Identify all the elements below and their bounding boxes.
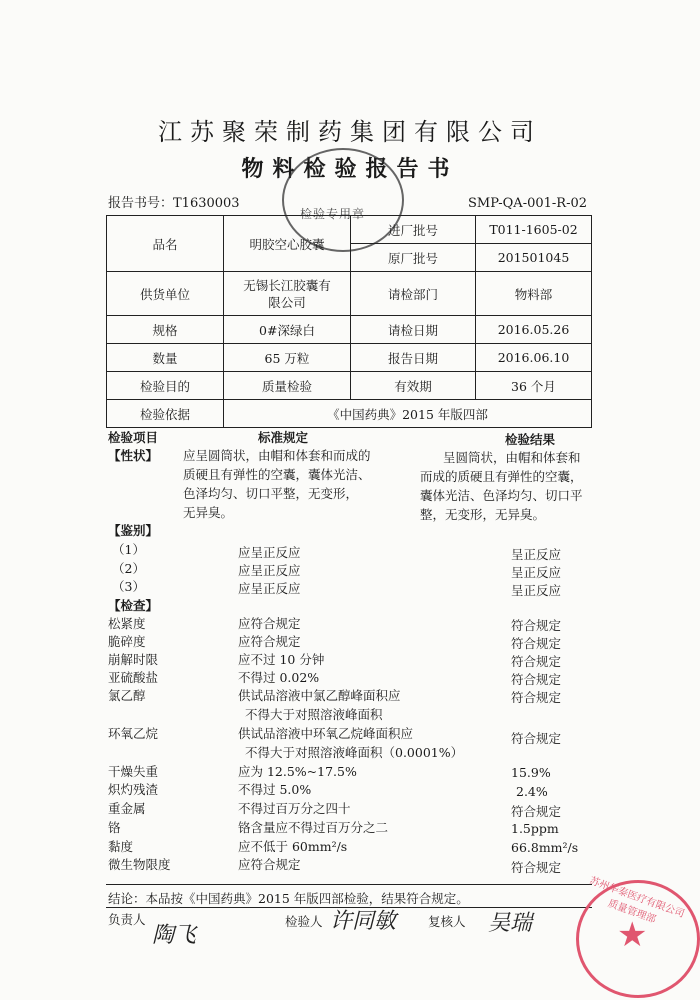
identify-label: 【鉴别】 [108,523,159,538]
check-result: 符合规定 [511,636,562,651]
inspector-signature: 许同敏 [330,909,397,934]
supplier-value [224,272,351,316]
company-name: 江苏聚荣制药集团有限公司 [158,118,542,146]
check-standard: 供试品溶液中环氧乙烷峰面积应 [238,726,414,741]
report-date-value: 2016.06.10 [476,344,592,372]
in-batch-label: 进厂批号 [351,216,476,244]
check-result: 符合规定 [511,672,562,687]
traits-standard-line: 色泽均匀、切口平整，无变形， [183,486,359,501]
form-code: SMP-QA-001-R-02 [468,196,588,211]
conclusion: 结论：本品按《中国药典》2015 年版四部检验，结果符合规定。 [108,891,469,906]
check-result: 15.9% [511,765,551,780]
check-standard: 不得过 5.0% [238,782,312,797]
dept-label: 请检部门 [351,272,476,316]
supplier-label: 供货单位 [107,272,224,316]
check-item: 炽灼残渣 [108,782,159,797]
dept-value: 物料部 [476,272,592,316]
spec-value: 0#深绿白 [224,316,351,344]
traits-standard-line: 无异臭。 [183,505,234,520]
check-standard-cont: 不得大于对照溶液峰面积 [245,707,383,722]
inspector-label: 检验人 [285,914,323,929]
basis-label: 检验依据 [107,400,224,428]
traits-standard-line: 应呈圆筒状，由帽和体套和而成的 [183,448,371,463]
company-seal-text: 苏州华泰医疗有限公司 质量管理部 [588,875,686,926]
check-standard-cont: 不得大于对照溶液峰面积（0.0001%） [245,745,464,760]
check-item: 微生物限度 [108,857,171,872]
name-label: 品名 [107,216,224,272]
conclusion-divider [106,884,592,885]
head-signature: 陶飞 [152,923,197,948]
check-item: 氯乙醇 [108,688,146,703]
check-standard: 铬含量应不得过百万分之二 [238,820,389,835]
req-date-label: 请检日期 [351,316,476,344]
identify-item: （3） [112,579,145,594]
check-item: 环氧乙烷 [108,726,159,741]
spec-label: 规格 [107,316,224,344]
check-item: 重金属 [108,801,146,816]
traits-result-line: 而成的质硬且有弹性的空囊， [420,469,583,484]
check-result: 符合规定 [511,618,562,633]
check-result: 符合规定 [511,731,562,746]
check-item: 崩解时限 [108,652,159,667]
check-standard: 应为 12.5%~17.5% [238,764,357,779]
purpose-label: 检验目的 [107,372,224,400]
check-standard: 应符合规定 [238,634,301,649]
check-standard: 应不过 10 分钟 [238,652,325,667]
identify-item: （1） [112,542,145,557]
check-item: 干燥失重 [108,764,159,779]
check-result: 2.4% [516,784,548,799]
identify-standard: 应呈正反应 [238,581,301,596]
check-standard: 应符合规定 [238,857,301,872]
name-value: 明胶空心胶囊 [224,216,351,272]
header-item: 检验项目 [108,430,159,445]
identify-standard: 应呈正反应 [238,545,301,560]
check-result: 符合规定 [511,690,562,705]
identify-result: 呈正反应 [511,583,562,598]
header-standard: 标准规定 [258,430,309,445]
validity-value: 36 个月 [476,372,592,400]
in-batch-value: T011-1605-02 [476,216,592,244]
identify-item: （2） [112,561,145,576]
check-standard: 应不低于 60mm²/s [238,839,348,854]
qty-label: 数量 [107,344,224,372]
check-standard: 供试品溶液中氯乙醇峰面积应 [238,688,401,703]
check-item: 铬 [108,820,121,835]
check-result: 1.5ppm [511,821,559,836]
purpose-value: 质量检验 [224,372,351,400]
traits-result-line: 呈圆筒状，由帽和体套和 [443,450,581,465]
info-table [106,215,592,428]
check-item: 松紧度 [108,616,146,631]
report-date-label: 报告日期 [351,344,476,372]
check-result: 66.8mm²/s [511,840,579,855]
seal-star-icon: ★ [617,915,648,955]
identify-standard: 应呈正反应 [238,563,301,578]
traits-label: 【性状】 [108,448,159,463]
reviewer-label: 复核人 [428,914,466,929]
supplier-value-line2: 限公司 [268,294,306,310]
traits-result-line: 囊体光洁、色泽均匀、切口平 [420,488,583,503]
check-standard: 不得过百万分之四十 [238,801,351,816]
check-result: 符合规定 [511,860,562,875]
inspection-stamp-text: 检验专用章 [300,207,366,221]
check-item: 脆碎度 [108,634,146,649]
qty-value: 65 万粒 [224,344,351,372]
orig-batch-value: 201501045 [476,244,592,272]
traits-result-line: 整，无变形，无异臭。 [420,507,546,522]
header-result: 检验结果 [505,432,556,447]
check-result: 符合规定 [511,654,562,669]
req-date-value: 2016.05.26 [476,316,592,344]
check-standard: 应符合规定 [238,616,301,631]
orig-batch-label: 原厂批号 [351,244,476,272]
check-result: 符合规定 [511,804,562,819]
check-item: 亚硫酸盐 [108,670,159,685]
identify-result: 呈正反应 [511,547,562,562]
check-standard: 不得过 0.02% [238,670,320,685]
report-number: 报告书号：T1630003 [108,196,240,211]
document-title: 物料检验报告书 [241,156,459,182]
check-item: 黏度 [108,839,134,854]
reviewer-signature: 吴瑞 [488,911,533,936]
supplier-value-line1: 无锡长江胶囊有 [243,277,331,293]
validity-label: 有效期 [351,372,476,400]
traits-standard-line: 质硬且有弹性的空囊，囊体光洁、 [183,467,371,482]
basis-value: 《中国药典》2015 年版四部 [224,400,592,428]
identify-result: 呈正反应 [511,565,562,580]
head-label: 负责人 [108,912,146,927]
check-label: 【检查】 [108,598,159,613]
